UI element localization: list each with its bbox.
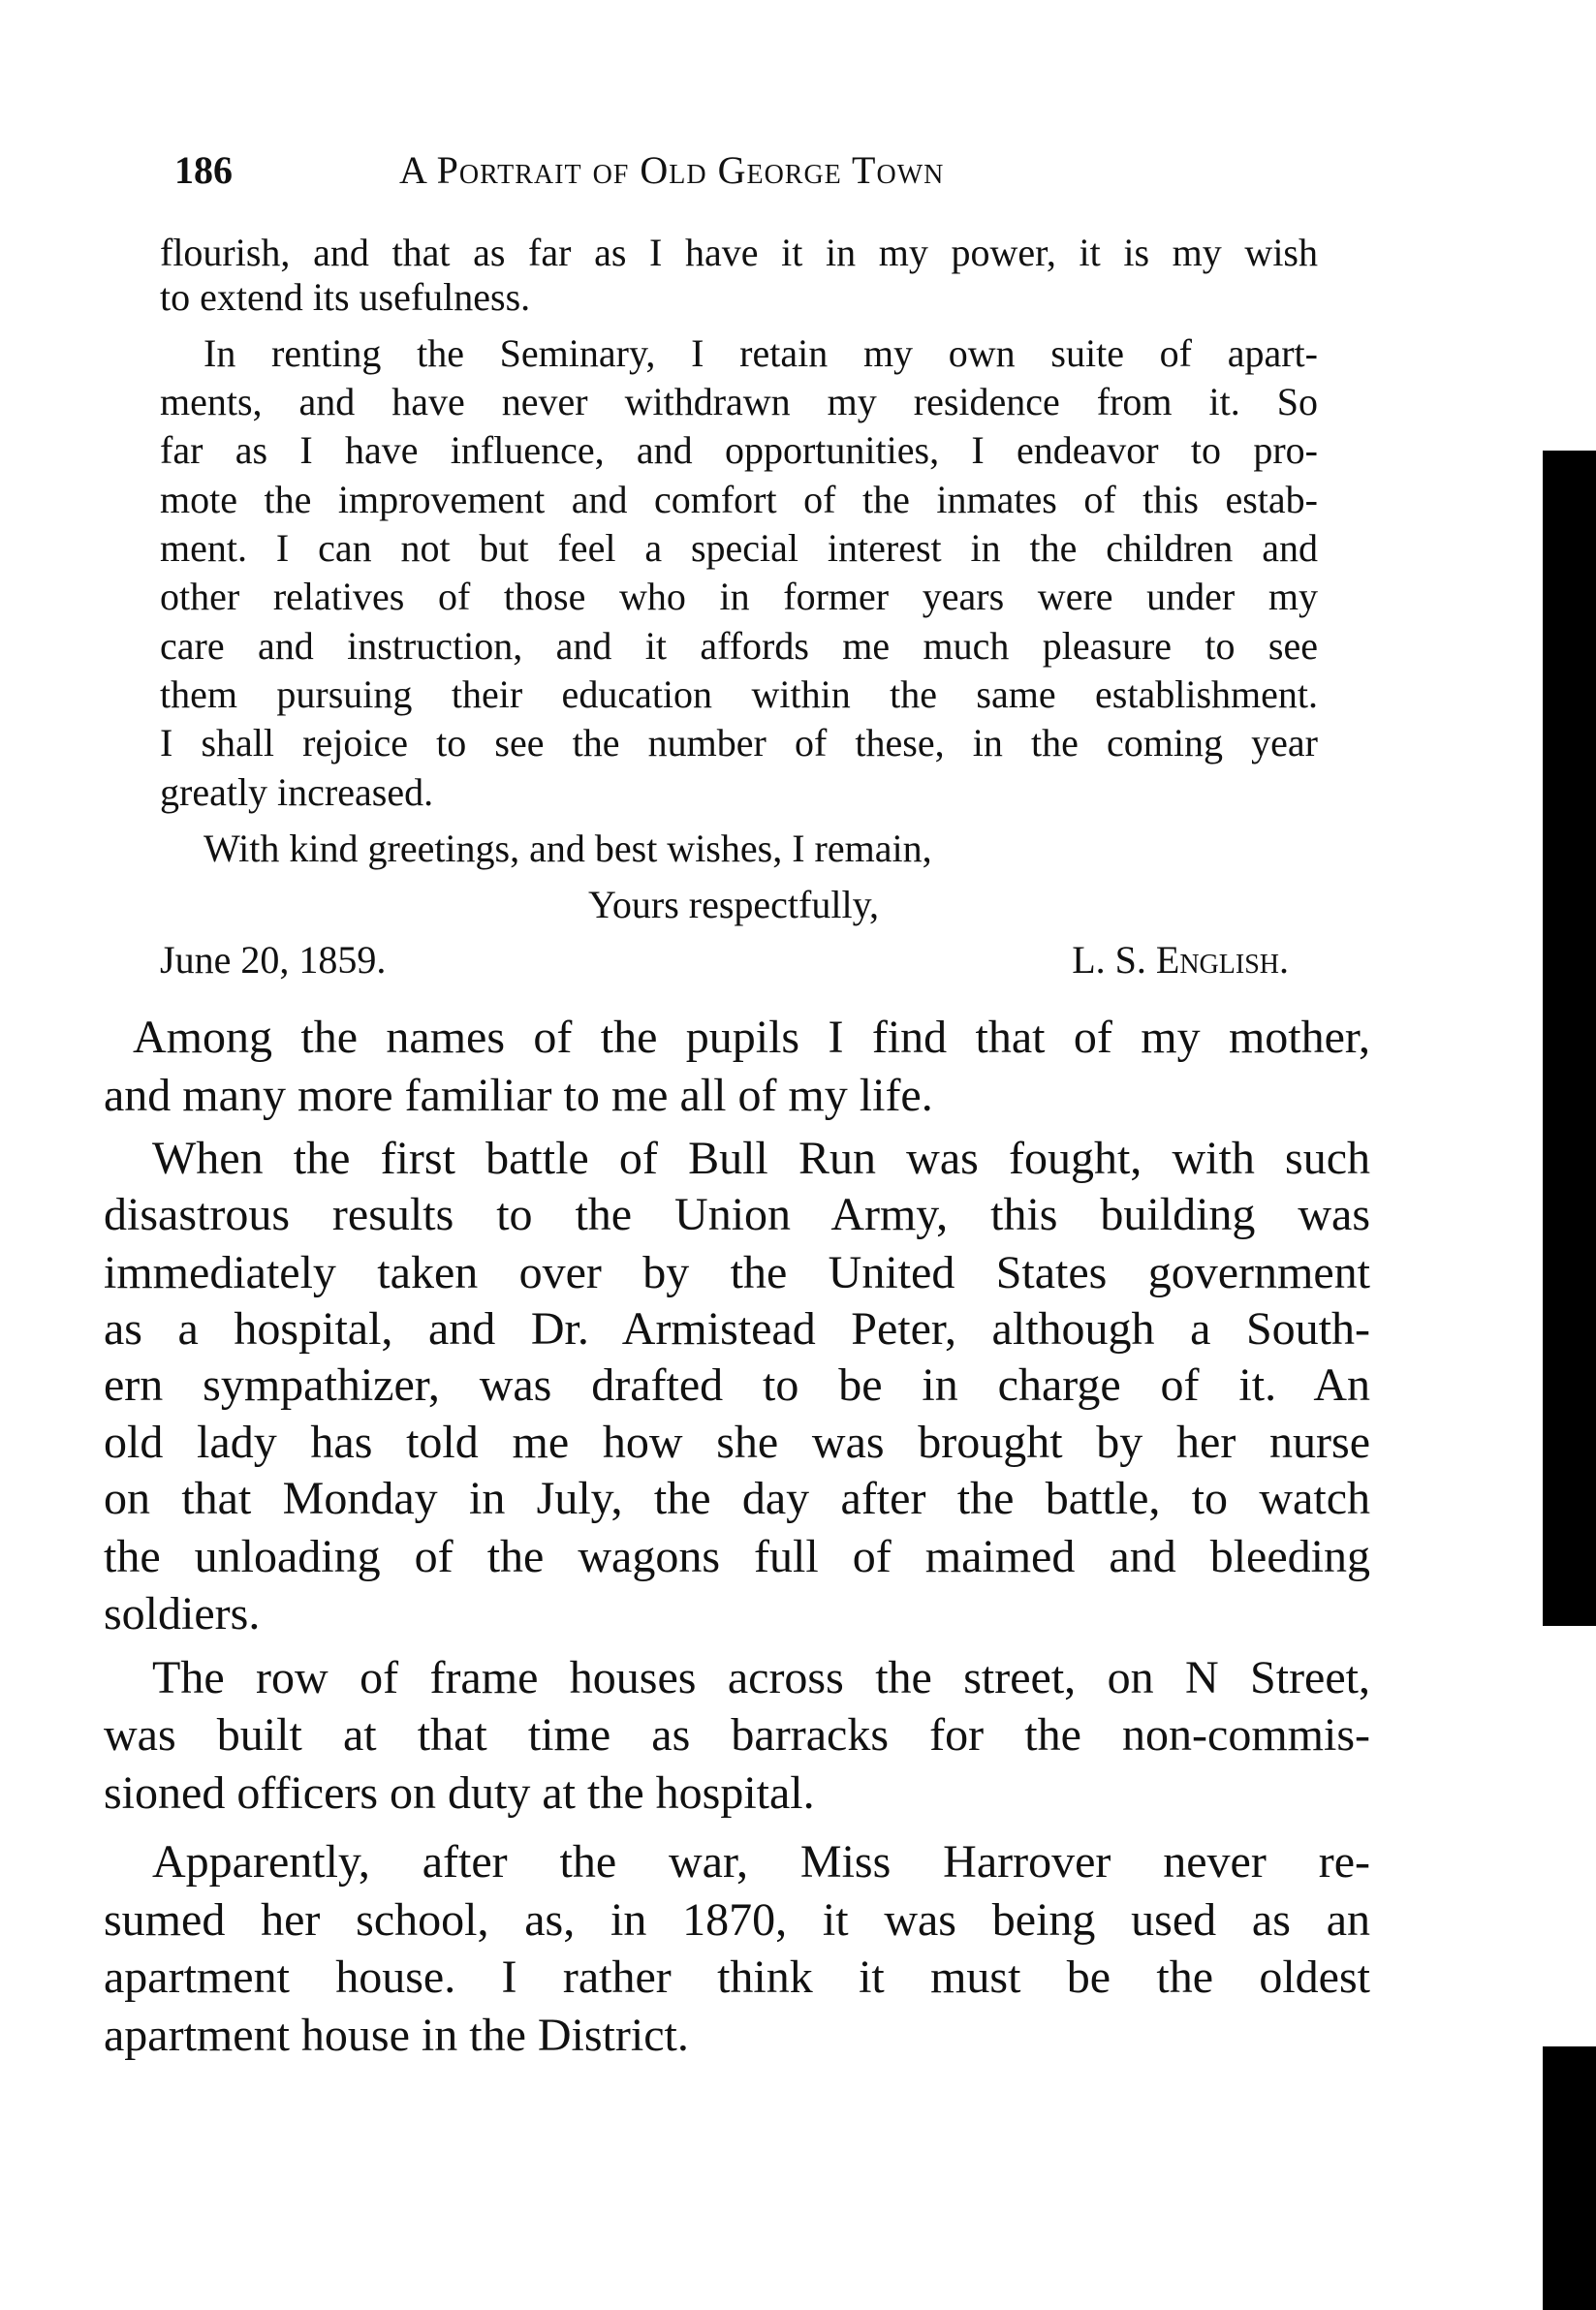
letter-line: mote the improvement and comfort of the inmates of this estab- (160, 478, 1318, 521)
letter-line: In renting the Seminary, I retain my own suite of apart- (203, 331, 1318, 375)
body-line: old lady has told me how she was brought by her nurse (104, 1417, 1370, 1468)
body-line: as a hospital, and Dr. Armistead Peter, although a South- (104, 1303, 1370, 1355)
running-title: A Portrait of Old George Town (399, 148, 945, 192)
body-line: sioned officers on duty at the hospital. (104, 1767, 815, 1819)
body-line: on that Monday in July, the day after the battle, to watch (104, 1473, 1370, 1524)
letter-date: June 20, 1859. (160, 938, 387, 982)
body-line: apartment house in the District. (104, 2010, 689, 2061)
letter-line: to extend its usefulness. (160, 275, 531, 319)
letter-line: flourish, and that as far as I have it in my power, it is my wish (160, 231, 1318, 274)
body-line: apartment house. I rather think it must be the oldest (104, 1951, 1370, 2003)
body-line: When the first battle of Bull Run was fought, with such (152, 1133, 1370, 1184)
body-line: ern sympathizer, was drafted to be in charge of it. An (104, 1359, 1370, 1411)
scan-edge-shadow (1543, 451, 1596, 1626)
body-line: the unloading of the wagons full of maimed and bleeding (104, 1531, 1370, 1582)
body-line: soldiers. (104, 1588, 261, 1639)
letter-line: care and instruction, and it affords me much pleasure to see (160, 624, 1318, 668)
body-line: sumed her school, as, in 1870, it was being used as an (104, 1894, 1370, 1946)
letter-line: I shall rejoice to see the number of these, in the coming year (160, 721, 1318, 765)
page-number: 186 (174, 148, 233, 192)
body-line: Apparently, after the war, Miss Harrover never re- (152, 1836, 1370, 1888)
letter-signature: L. S. English. (1072, 938, 1289, 982)
letter-line: ments, and have never withdrawn my residence from it. So (160, 380, 1318, 423)
letter-line: greatly increased. (160, 770, 434, 814)
letter-closing: Yours respectfully, (588, 883, 879, 926)
letter-line: them pursuing their education within the same establishment. (160, 672, 1318, 716)
body-line: was built at that time as barracks for the non-commis- (104, 1709, 1370, 1761)
body-line: The row of frame houses across the street, on N Street, (152, 1652, 1370, 1703)
letter-line: With kind greetings, and best wishes, I remain, (203, 827, 932, 870)
letter-line: far as I have influence, and opportunities, I endeavor to pro- (160, 428, 1318, 472)
body-line: and many more familiar to me all of my life. (104, 1070, 933, 1121)
body-line: immediately taken over by the United States government (104, 1247, 1370, 1298)
body-line: Among the names of the pupils I find that of my mother, (133, 1012, 1370, 1063)
body-line: disastrous results to the Union Army, this building was (104, 1189, 1370, 1240)
letter-line: ment. I can not but feel a special interest in the children and (160, 526, 1318, 570)
letter-line: other relatives of those who in former years were under my (160, 575, 1318, 618)
scan-edge-shadow (1543, 2046, 1596, 2310)
